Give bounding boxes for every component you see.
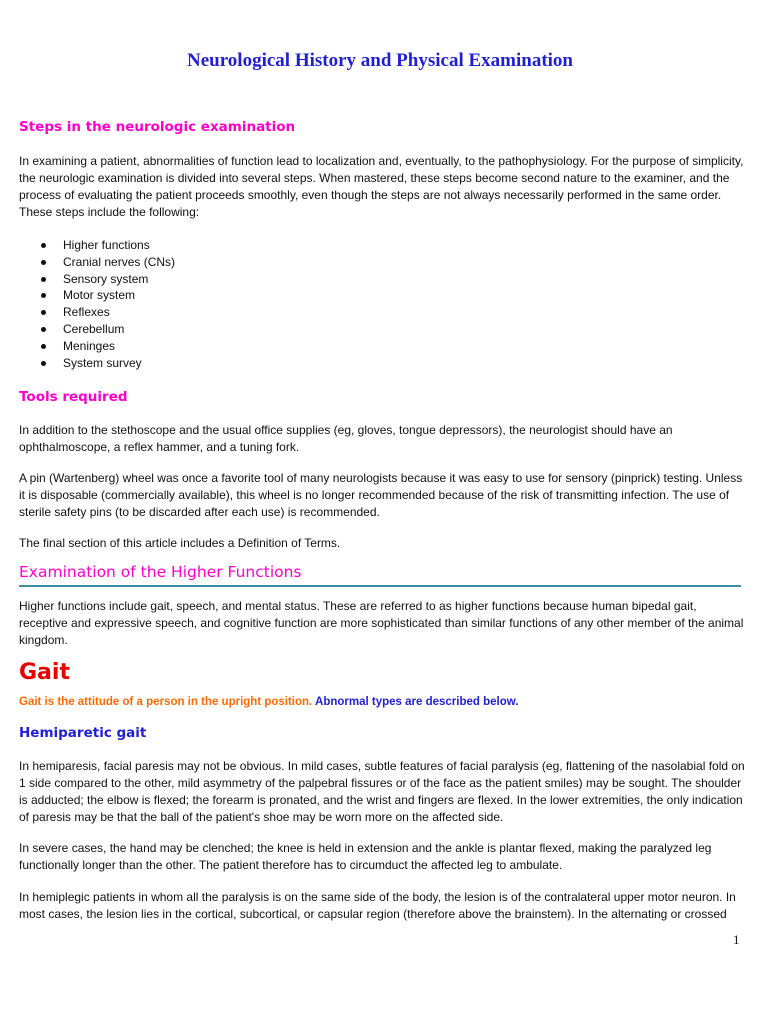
bullet-icon xyxy=(41,310,46,315)
gait-definition: Gait is the attitude of a person in the upright position. xyxy=(19,696,313,708)
bullet-icon xyxy=(41,327,46,332)
higher-functions-paragraph: Higher functions include gait, speech, and mental status. These are referred to as higher functions because human bipedal gait, receptive and expressive speech, and cognitive function are more sophisticated than similar functions of any other member of the animal kingdom. xyxy=(19,599,744,647)
tools-paragraph: In addition to the stethoscope and the usual office supplies (eg, gloves, tongue depressors), the neurologist should have an ophthalmoscope, a reflex hammer, and a tuning fork. xyxy=(19,423,673,454)
list-item: Cranial nerves (CNs) xyxy=(19,254,175,271)
page-number: 1 xyxy=(733,932,740,947)
tools-heading: Tools required xyxy=(19,389,128,405)
hemiparetic-paragraph: In severe cases, the hand may be clenched; the knee is held in extension and the ankle is plantar flexed, making the paralyzed leg functionally longer than the other. The patient therefore has to circumduct the affected leg to ambulate. xyxy=(19,841,712,872)
hemiparetic-paragraph: In hemiplegic patients in whom all the paralysis is on the same side of the body, the lesion is of the contralateral upper motor neuron. In most cases, the lesion lies in the cortical, subcortical, or capsular region (therefore above the brainstem). In the alternating or crossed xyxy=(19,890,736,921)
document-title: Neurological History and Physical Examination xyxy=(186,50,573,71)
bullet-icon xyxy=(41,361,46,366)
bullet-icon xyxy=(41,260,46,265)
bullet-icon xyxy=(41,344,46,349)
list-item: Higher functions xyxy=(19,237,175,254)
bullet-icon xyxy=(41,243,46,248)
hemiparetic-paragraph: In hemiparesis, facial paresis may not be obvious. In mild cases, subtle features of facial paralysis (eg, flattening of the nasolabial fold on 1 side compared to the other, mild asymmetry of the palpebral fissures or of the face as the patient smiles) may be sought. The shoulder is adducted; the elbow is flexed; the forearm is pronated, and the wrist and fingers are flexed. In the lower extremities, the only indication of paresis may be that the ball of the patient's shoe may be worn more on the affected side. xyxy=(19,759,745,824)
steps-list xyxy=(19,237,175,371)
list-item: Meninges xyxy=(19,338,175,355)
list-item: Reflexes xyxy=(19,304,175,321)
steps-heading: Steps in the neurologic examination xyxy=(19,119,296,135)
hemiparetic-gait-heading: Hemiparetic gait xyxy=(19,725,147,741)
steps-intro-paragraph: In examining a patient, abnormalities of function lead to localization and, eventually, to the pathophysiology. For the purpose of simplicity, the neurologic examination is divided into several steps. When mastered, these steps become second nature to the examiner, and the process of evaluating the patient proceeds smoothly, even though the steps are not always necessarily performed in the same order. These steps include the following: xyxy=(19,154,744,219)
bullet-icon xyxy=(41,293,46,298)
list-item: Cerebellum xyxy=(19,321,175,338)
gait-definition-line xyxy=(19,696,518,708)
gait-heading: Gait xyxy=(19,660,70,685)
list-item: Sensory system xyxy=(19,271,175,288)
list-item: System survey xyxy=(19,355,175,372)
section-divider xyxy=(19,585,741,587)
list-item: Motor system xyxy=(19,287,175,304)
higher-functions-heading: Examination of the Higher Functions xyxy=(19,563,302,581)
tools-paragraph: The final section of this article includes a Definition of Terms. xyxy=(19,536,341,550)
tools-paragraph: A pin (Wartenberg) wheel was once a favorite tool of many neurologists because it was easy to use for sensory (pinprick) testing. Unless it is disposable (commercially available), this wheel is no longer recommended because of the risk of transmitting infection. The use of sterile safety pins (to be discarded after each use) is recommended. xyxy=(19,471,743,519)
gait-note: Abnormal types are described below. xyxy=(315,696,519,708)
bullet-icon xyxy=(41,277,46,282)
